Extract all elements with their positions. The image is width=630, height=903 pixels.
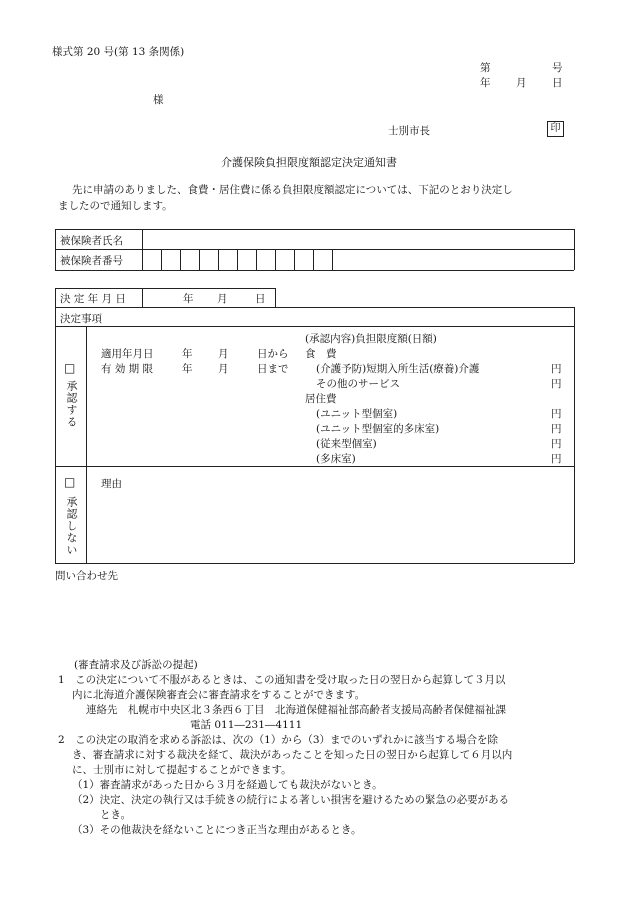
- apply-tsuki: 月: [218, 348, 229, 360]
- date-hi: 日: [552, 77, 563, 89]
- unit-semi-private-yen: 円: [551, 423, 562, 435]
- unit-private-label: (ユニット型個室): [316, 408, 398, 420]
- approval-content-title: (承認内容)負担限度額(日額): [305, 333, 437, 345]
- multi-bed-yen: 円: [551, 453, 562, 465]
- insured-number-field[interactable]: [336, 251, 570, 268]
- appeal-item-3: （3）その他裁決を経ないことにつき正当な理由があるとき。: [72, 824, 362, 836]
- unit-private-yen: 円: [551, 408, 562, 420]
- appeal-heading: (審査請求及び訴訟の提起): [74, 659, 198, 671]
- apply-from: 日から: [257, 348, 289, 360]
- appeal-contact-line-2: 電話 011―231―4111: [190, 719, 303, 731]
- apply-nen: 年: [182, 348, 193, 360]
- valid-nen: 年: [182, 363, 193, 375]
- decision-date-tsuki: 月: [217, 293, 228, 305]
- appeal-p2-line-2: き、審査請求に対する裁決を経て、裁決があったことを知った日の翌日から起算して６月以内: [72, 749, 513, 761]
- short-stay-label: (介護予防)短期入所生活(療養)介護: [316, 363, 480, 375]
- conventional-private-yen: 円: [551, 438, 562, 450]
- issuer-name: 士別市長: [388, 125, 430, 137]
- valid-tsuki: 月: [218, 363, 229, 375]
- short-stay-yen: 円: [551, 363, 562, 375]
- valid-until: 日まで: [257, 363, 289, 375]
- decision-date-hi: 日: [255, 293, 266, 305]
- appeal-item-2-line-2: とき。: [100, 809, 132, 821]
- insured-number-label: 被保険者番号: [60, 255, 123, 267]
- decision-date-label: 決 定 年 月 日: [60, 293, 126, 305]
- appeal-contact-line-1: 連絡先 札幌市中央区北３条西６丁目 北海道保健福祉部高齢者支援局高齢者保健福祉課: [86, 704, 506, 716]
- residence-cost-label: 居住費: [305, 393, 337, 405]
- reject-checkbox[interactable]: □: [64, 475, 76, 489]
- appeal-p2-line-3: に、士別市に対して提起することができます。: [72, 764, 292, 776]
- date-nen: 年: [480, 77, 491, 89]
- reject-label: 承認しない: [65, 496, 78, 556]
- reason-field[interactable]: [140, 474, 570, 559]
- appeal-item-1: （1）審査請求があった日から３月を経過しても裁決がないとき。: [72, 779, 383, 791]
- reason-label: 理由: [101, 478, 122, 490]
- multi-bed-label: (多床室): [316, 453, 356, 465]
- appeal-p1-line-1: 1 この決定について不服があるときは、この通知書を受け取った日の翌日から起算して３月以: [58, 674, 506, 686]
- appeal-p2-line-1: 2 この決定の取消を求める訴訟は、次の（1）から（3）までのいずれかに該当する場合を除: [58, 734, 499, 746]
- decision-items-label: 決定事項: [60, 313, 102, 325]
- appeal-p1-line-2: 内に北海道介護保険審査会に審査請求をすることができます。: [72, 689, 366, 701]
- document-title: 介護保険負担限度額認定決定通知書: [221, 156, 397, 169]
- form-number: 様式第 20 号(第 13 条関係): [52, 46, 185, 58]
- number-dai: 第: [480, 62, 491, 74]
- conventional-private-label: (従来型個室): [316, 438, 377, 450]
- approve-checkbox[interactable]: □: [64, 361, 76, 375]
- other-services-label: その他のサービス: [316, 378, 400, 390]
- insured-name-label: 被保険者氏名: [60, 235, 123, 247]
- insured-name-field[interactable]: [146, 231, 570, 247]
- intro-line-1: 先に申請のありました、食費・居住費に係る負担限度額認定については、下記のとおり決定し: [72, 184, 513, 196]
- approve-label: 承認する: [65, 380, 78, 428]
- number-go: 号: [552, 62, 563, 74]
- valid-period-label: 有 効 期 限: [101, 363, 154, 375]
- recipient-sama: 様: [153, 94, 164, 106]
- appeal-item-2-line-1: （2）決定、決定の執行又は手続きの続行による著しい損害を避けるための緊急の必要がある: [72, 794, 510, 806]
- food-cost-label: 食 費: [305, 348, 337, 360]
- unit-semi-private-label: (ユニット型個室的多床室): [316, 423, 440, 435]
- date-tsuki: 月: [516, 77, 527, 89]
- other-services-yen: 円: [551, 378, 562, 390]
- contact-label: 問い合わせ先: [55, 570, 118, 582]
- intro-line-2: ましたので通知します。: [58, 200, 173, 212]
- apply-date-label: 適用年月日: [101, 348, 154, 360]
- seal-mark: 印: [547, 121, 564, 137]
- decision-date-nen: 年: [183, 293, 194, 305]
